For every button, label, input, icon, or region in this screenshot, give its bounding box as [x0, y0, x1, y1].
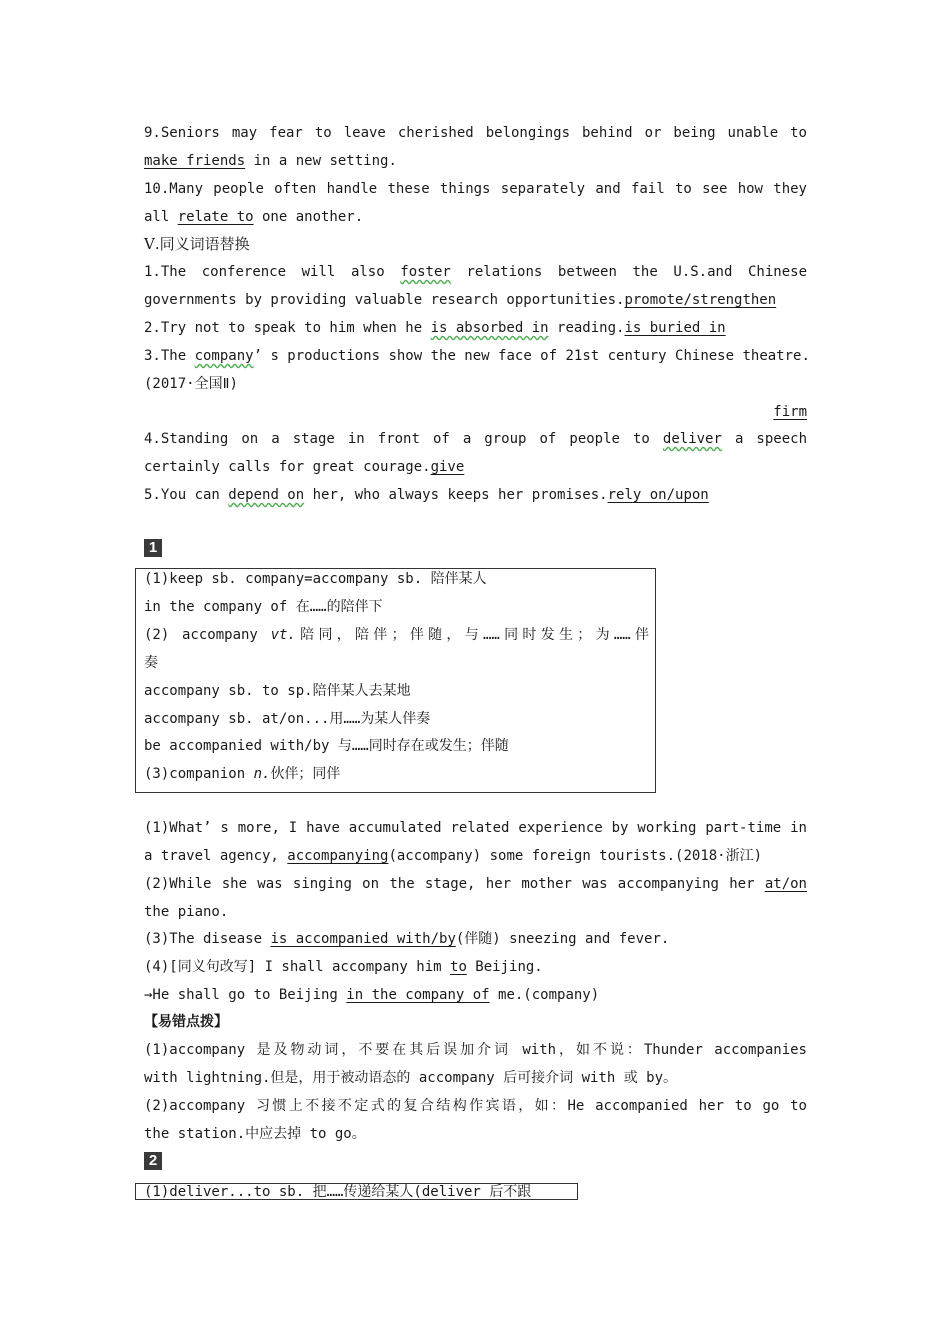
example-1-line-2: a travel agency, accompanying(accompany) some foreign tourists.(2018·浙江)	[144, 848, 763, 864]
item-10-line-1: 10.Many people often handle these things separately and fail to see how they	[144, 181, 807, 197]
section-heading: Ⅴ.同义词语替换	[144, 235, 250, 253]
synonym-3-line-1: 3.The company’ s productions show the new face of 21st century Chinese theatre.	[144, 348, 810, 364]
tip-2-line-2: the station.中应去掉 to go。	[144, 1126, 366, 1142]
item-10-line-2: all relate to one another.	[144, 209, 364, 225]
example-4-rewrite: →He shall go to Beijing in the company of me.(company)	[144, 987, 600, 1003]
target-word: depend on	[228, 487, 305, 503]
synonym-1-line-2: governments by providing valuable research opportunities.promote/strengthen	[144, 292, 777, 308]
answer-blank: give	[430, 459, 465, 475]
example-1-line-1: (1)What’ s more, I have accumulated related experience by working part-time in	[144, 820, 807, 836]
vocab-note-box	[135, 568, 656, 793]
answer-blank: is accompanied with/by	[270, 931, 456, 947]
item-9-line-1: 9.Seniors may fear to leave cherished belongings behind or being unable to	[144, 125, 807, 141]
synonym-2: 2.Try not to speak to him when he is absorbed in reading.is buried in	[144, 320, 726, 336]
note-line: (3)companion n.伙伴；同伴	[144, 766, 341, 782]
synonym-3-answer	[144, 398, 807, 426]
tip-1-line-2: with lightning.但是，用于被动语态的 accompany 后可接介词 with 或 by。	[144, 1070, 678, 1086]
tip-title: 【易错点拨】	[144, 1014, 228, 1030]
target-word: company	[194, 348, 254, 364]
tip-2-line-1: (2)accompany 习惯上不接不定式的复合结构作宾语，如：He accompanied her to go to	[144, 1098, 807, 1114]
note-line: in the company of 在……的陪伴下	[144, 599, 383, 615]
example-2-line-1: (2)While she was singing on the stage, her mother was accompanying her at/on	[144, 876, 807, 892]
note-line: (1)keep sb. company=accompany sb. 陪伴某人	[144, 571, 487, 587]
target-word: deliver	[662, 431, 722, 447]
tip-1-line-1: (1)accompany 是及物动词，不要在其后误加介词 with，如不说：Thunder accompanies	[144, 1042, 807, 1058]
item-9-line-2: make friends in a new setting.	[144, 153, 397, 169]
answer-blank: relate to	[177, 209, 254, 225]
target-word: foster	[400, 264, 451, 280]
answer-blank: make friends	[144, 153, 246, 169]
target-word: is absorbed in	[430, 320, 549, 336]
answer-blank: promote/strengthen	[624, 292, 777, 308]
section-number-badge: 1	[144, 539, 162, 557]
vocab-note-box	[135, 1183, 578, 1200]
example-3: (3)The disease is accompanied with/by(伴随) sneezing and fever.	[144, 931, 670, 947]
example-4: (4)[同义句改写] I shall accompany him to Beijing.	[144, 959, 543, 975]
synonym-4-line-2: certainly calls for great courage.give	[144, 459, 465, 475]
answer-blank: in the company of	[346, 987, 490, 1003]
note-line: (1)deliver...to sb. 把……传递给某人(deliver 后不跟	[144, 1184, 532, 1200]
note-line: accompany sb. to sp.陪伴某人去某地	[144, 683, 411, 699]
example-2-line-2: the piano.	[144, 904, 229, 920]
note-line: 奏	[144, 655, 158, 671]
synonym-3-line-2: (2017·全国Ⅱ)	[144, 376, 238, 392]
synonym-1-line-1: 1.The conference will also foster relations between the U.S.and Chinese	[144, 264, 807, 280]
note-line: accompany sb. at/on...用……为某人伴奏	[144, 711, 431, 727]
note-line: (2) accompany vt.陪同，陪伴；伴随，与……同时发生；为……伴	[144, 627, 649, 643]
note-line: be accompanied with/by 与……同时存在或发生；伴随	[144, 738, 509, 754]
answer-blank: at/on	[764, 876, 807, 892]
synonym-4-line-1: 4.Standing on a stage in front of a group of people to deliver a speech	[144, 431, 807, 447]
answer-blank: firm	[773, 404, 807, 420]
answer-blank: rely on/upon	[607, 487, 709, 503]
answer-blank: accompanying	[287, 848, 389, 864]
answer-blank: is buried in	[624, 320, 726, 336]
section-number-badge: 2	[144, 1152, 162, 1170]
answer-blank: to	[450, 959, 467, 975]
synonym-5: 5.You can depend on her, who always keeps her promises.rely on/upon	[144, 487, 709, 503]
